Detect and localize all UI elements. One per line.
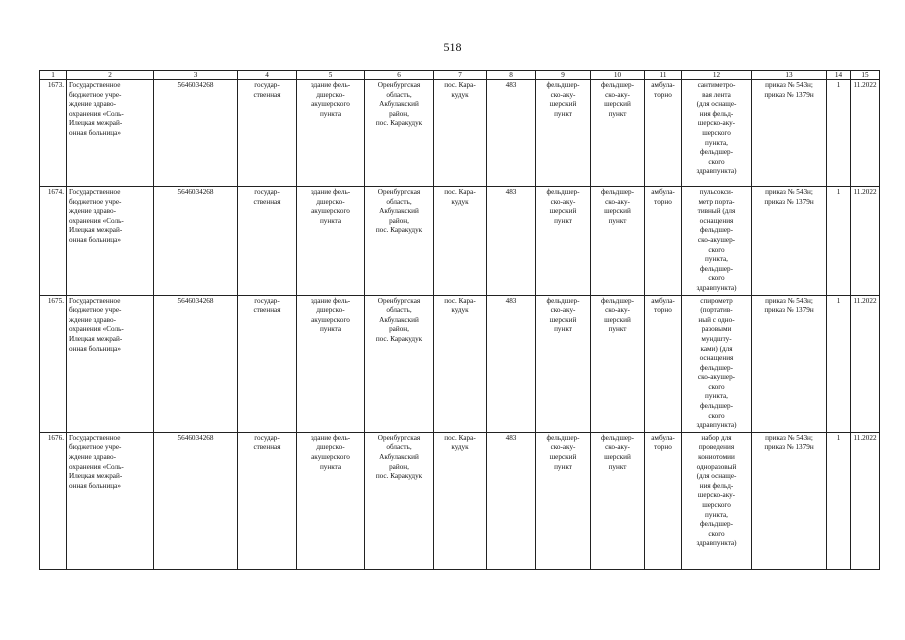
row-number: 1676.	[40, 432, 67, 569]
address: Оренбургская область, Акбулакский район, пос. Каракудук	[365, 80, 434, 187]
column-number-row	[40, 71, 880, 80]
date: 11.2022	[851, 432, 880, 569]
equipment: пульсокси- метр порта- тивный (для оснащения фельдшер- ско-акушер- ского пункта, фельдшер- ского здравпункта)	[682, 187, 752, 296]
row-number: 1673.	[40, 80, 67, 187]
row-number: 1675.	[40, 295, 67, 432]
organization-name: Государственное бюджетное учре- ждение здраво- охранения «Соль- Илецкая межрай- онная больница»	[67, 187, 154, 296]
building: здание фель- дшерско- акушерского пункта	[297, 187, 365, 296]
inn: 5646034268	[154, 432, 238, 569]
column-header: 10	[591, 71, 645, 80]
column-header: 2	[67, 71, 154, 80]
table-row	[40, 80, 880, 187]
unit-name: фельдшер- ско-аку- шерский пункт	[591, 295, 645, 432]
equipment: спирометр (портатив- ный с одно- разовыми мундшту- ками) (для оснащения фельдшер- ско-акушер- ского пункта, фельдшер- ского здравпункта)	[682, 295, 752, 432]
column-header: 4	[238, 71, 297, 80]
unit-name: фельдшер- ско-аку- шерский пункт	[591, 187, 645, 296]
table-row	[40, 295, 880, 432]
registry-table	[39, 70, 880, 570]
unit-name: фельдшер- ско-аку- шерский пункт	[591, 80, 645, 187]
unit-name: фельдшер- ско-аку- шерский пункт	[591, 432, 645, 569]
ownership-form: государ- ственная	[238, 432, 297, 569]
equipment: набор для проведения кониотомии одноразовый (для оснаще- ния фельд- шерско-аку- шерского пункта, фельдшер- ского здравпункта)	[682, 432, 752, 569]
ownership-form: государ- ственная	[238, 295, 297, 432]
ownership-form: государ- ственная	[238, 80, 297, 187]
quantity: 1	[827, 80, 851, 187]
organization-name: Государственное бюджетное учре- ждение здраво- охранения «Соль- Илецкая межрай- онная больница»	[67, 432, 154, 569]
unit-type: фельдшер- ско-аку- шерский пункт	[536, 80, 591, 187]
building: здание фель- дшерско- акушерского пункта	[297, 432, 365, 569]
organization-name: Государственное бюджетное учре- ждение здраво- охранения «Соль- Илецкая межрай- онная больница»	[67, 295, 154, 432]
column-header: 12	[682, 71, 752, 80]
building: здание фель- дшерско- акушерского пункта	[297, 295, 365, 432]
code: 483	[487, 295, 536, 432]
column-header: 5	[297, 71, 365, 80]
order-reference: приказ № 543н; приказ № 1379н	[752, 187, 827, 296]
code: 483	[487, 432, 536, 569]
care-condition: амбула- торно	[645, 187, 682, 296]
inn: 5646034268	[154, 80, 238, 187]
unit-type: фельдшер- ско-аку- шерский пункт	[536, 187, 591, 296]
quantity: 1	[827, 187, 851, 296]
organization-name: Государственное бюджетное учре- ждение здраво- охранения «Соль- Илецкая межрай- онная больница»	[67, 80, 154, 187]
locality: пос. Кара- кудук	[434, 187, 487, 296]
page-number: 518	[443, 40, 462, 54]
care-condition: амбула- торно	[645, 80, 682, 187]
quantity: 1	[827, 432, 851, 569]
column-header: 15	[851, 71, 880, 80]
column-header: 9	[536, 71, 591, 80]
address: Оренбургская область, Акбулакский район, пос. Каракудук	[365, 432, 434, 569]
date: 11.2022	[851, 187, 880, 296]
row-number: 1674.	[40, 187, 67, 296]
column-header: 13	[752, 71, 827, 80]
quantity: 1	[827, 295, 851, 432]
date: 11.2022	[851, 80, 880, 187]
care-condition: амбула- торно	[645, 432, 682, 569]
inn: 5646034268	[154, 187, 238, 296]
address: Оренбургская область, Акбулакский район, пос. Каракудук	[365, 295, 434, 432]
building: здание фель- дшерско- акушерского пункта	[297, 80, 365, 187]
column-header: 7	[434, 71, 487, 80]
code: 483	[487, 80, 536, 187]
column-header: 1	[40, 71, 67, 80]
order-reference: приказ № 543н; приказ № 1379н	[752, 80, 827, 187]
unit-type: фельдшер- ско-аку- шерский пункт	[536, 432, 591, 569]
code: 483	[487, 187, 536, 296]
table-row	[40, 432, 880, 569]
column-header: 14	[827, 71, 851, 80]
date: 11.2022	[851, 295, 880, 432]
column-header: 6	[365, 71, 434, 80]
column-header: 3	[154, 71, 238, 80]
column-header: 8	[487, 71, 536, 80]
unit-type: фельдшер- ско-аку- шерский пункт	[536, 295, 591, 432]
inn: 5646034268	[154, 295, 238, 432]
order-reference: приказ № 543н; приказ № 1379н	[752, 295, 827, 432]
locality: пос. Кара- кудук	[434, 295, 487, 432]
column-header: 11	[645, 71, 682, 80]
locality: пос. Кара- кудук	[434, 432, 487, 569]
order-reference: приказ № 543н; приказ № 1379н	[752, 432, 827, 569]
equipment: сантиметро- вая лента (для оснаще- ния фельд- шерско-аку- шерского пункта, фельдшер- ского здравпункта)	[682, 80, 752, 187]
table-row	[40, 187, 880, 296]
locality: пос. Кара- кудук	[434, 80, 487, 187]
care-condition: амбула- торно	[645, 295, 682, 432]
address: Оренбургская область, Акбулакский район, пос. Каракудук	[365, 187, 434, 296]
ownership-form: государ- ственная	[238, 187, 297, 296]
